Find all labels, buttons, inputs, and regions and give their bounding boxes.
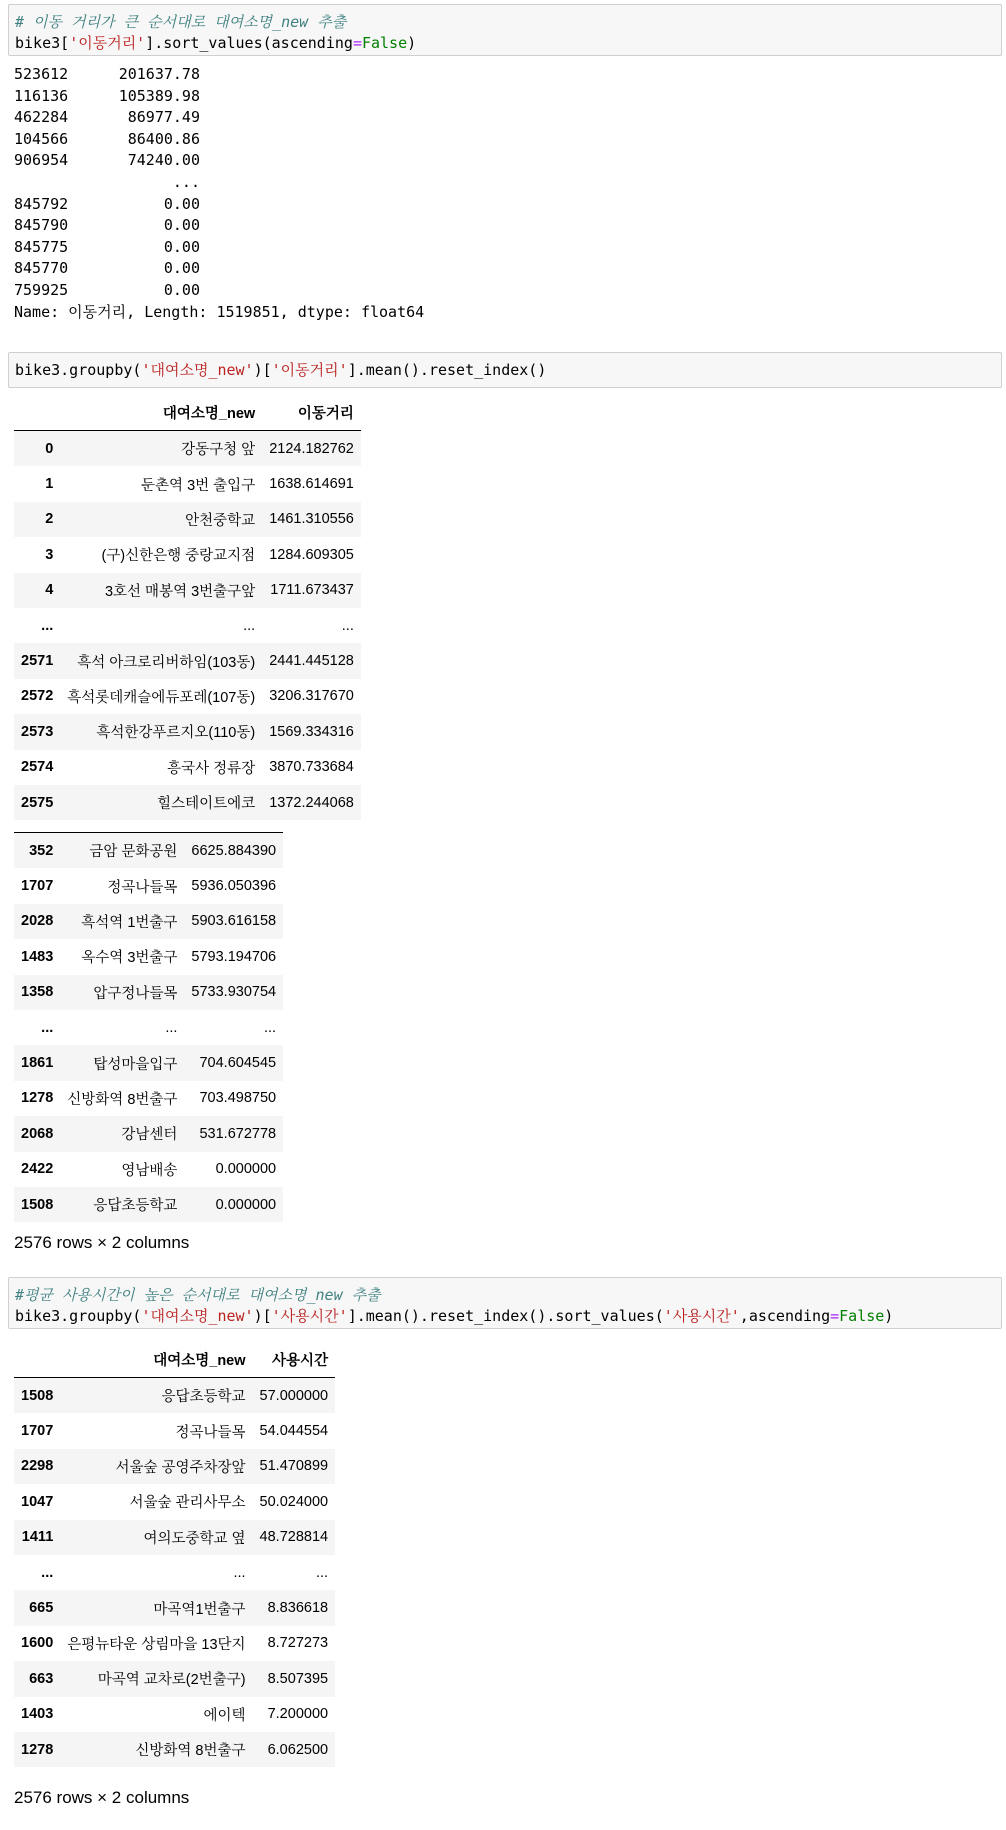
value-cell: 2441.445128 (269, 653, 354, 670)
table-row (14, 1152, 283, 1187)
row-index: 1508 (21, 1387, 54, 1404)
value-cell: 0.000000 (215, 1161, 277, 1178)
series-value: 105389.98 (118, 86, 200, 105)
row-index: 2068 (21, 1125, 54, 1142)
series-index: 845792 (14, 194, 69, 213)
row-index: 4 (45, 582, 54, 599)
series-value: 0.00 (163, 280, 200, 299)
station-name-cell: 흑석역 1번출구 (81, 914, 178, 931)
station-name-cell: 흥국사 정류장 (167, 760, 256, 777)
series-line (14, 194, 424, 216)
row-index: 1861 (21, 1055, 54, 1072)
code-comment: #평균 사용시간이 높은 순서대로 대여소명_new 추출 (15, 1286, 381, 1304)
station-name-cell: 신방화역 8번출구 (135, 1743, 246, 1760)
station-name-cell: 서울숲 관리사무소 (129, 1495, 246, 1512)
station-name-cell: 마곡역1번출구 (153, 1601, 246, 1618)
series-footer: Name: 이동거리, Length: 1519851, dtype: float64 (14, 302, 425, 321)
row-index: 2573 (21, 723, 54, 740)
row-index: 3 (45, 546, 54, 563)
table-row (14, 1484, 335, 1519)
value-cell: 1638.614691 (269, 476, 354, 493)
table-row (14, 1626, 335, 1661)
table-row (14, 1378, 335, 1414)
column-header: 사용시간 (253, 1341, 336, 1378)
series-value: ... (172, 172, 200, 191)
value-cell: 50.024000 (259, 1493, 329, 1510)
row-index: 1403 (21, 1706, 54, 1723)
code-cell-groupby-distance[interactable] (8, 352, 1002, 388)
column-header: 이동거리 (262, 394, 361, 431)
table-row (14, 939, 283, 974)
series-index: 845775 (14, 237, 69, 256)
value-cell: 1372.244068 (269, 794, 354, 811)
series-line (14, 172, 424, 194)
row-index: 2574 (21, 759, 54, 776)
value-cell: 2124.182762 (269, 440, 354, 457)
value-cell: 0.000000 (215, 1196, 277, 1213)
series-value: 0.00 (163, 194, 200, 213)
index-header (14, 1341, 60, 1378)
series-index: 845770 (14, 259, 69, 278)
row-index: 665 (29, 1600, 54, 1617)
station-name-cell: 압구정나들목 (93, 985, 178, 1002)
table-row (14, 1590, 335, 1625)
series-value: 0.00 (163, 216, 200, 235)
series-line (14, 237, 424, 259)
station-name-cell: 둔촌역 3번 출입구 (141, 477, 256, 494)
value-cell: 6.062500 (267, 1741, 329, 1758)
table-header-row (14, 394, 361, 431)
series-index: 104566 (14, 129, 69, 148)
series-index: 759925 (14, 280, 69, 299)
code-line: bike3.groupby('대여소명_new')['사용시간'].mean().reset_index().sort_values('사용시간',ascending=False) (15, 1307, 894, 1325)
code-cell-sort-distance[interactable] (8, 4, 1002, 56)
row-index: 2571 (21, 653, 54, 670)
table-row (14, 502, 361, 537)
value-cell: 8.507395 (267, 1670, 329, 1687)
value-cell: 703.498750 (199, 1090, 277, 1107)
table-row (14, 1520, 335, 1555)
value-cell: 8.727273 (267, 1635, 329, 1652)
series-index: 462284 (14, 108, 69, 127)
table-header-row (14, 1341, 335, 1378)
row-index: 1358 (21, 984, 54, 1001)
value-cell: 1461.310556 (269, 511, 354, 528)
row-index: 2422 (21, 1161, 54, 1178)
row-index: 1707 (21, 878, 54, 895)
row-index: ... (41, 1019, 54, 1036)
value-cell: 5936.050396 (191, 878, 277, 895)
station-name-cell: ... (165, 1019, 178, 1036)
table-row (14, 1449, 335, 1484)
row-index: 1483 (21, 948, 54, 965)
station-name-cell: 힐스테이트에코 (157, 796, 256, 813)
table-row (14, 833, 283, 869)
series-value: 86400.86 (127, 129, 200, 148)
column-header: 대여소명_new (60, 394, 262, 431)
row-index: 1508 (21, 1196, 54, 1213)
station-name-cell: 강동구청 앞 (181, 442, 256, 459)
table-row (14, 1045, 283, 1080)
row-index: 1600 (21, 1635, 54, 1652)
table-row (14, 714, 361, 749)
table-row (14, 573, 361, 608)
value-cell: 1711.673437 (270, 582, 354, 599)
value-cell: ... (264, 1019, 277, 1036)
station-name-cell: 강남센터 (121, 1127, 178, 1144)
table-row (14, 1732, 335, 1767)
series-line (14, 258, 424, 280)
value-cell: 5793.194706 (191, 948, 277, 965)
series-value: 86977.49 (127, 108, 200, 127)
row-index: 352 (29, 842, 54, 859)
row-index: 1278 (21, 1741, 54, 1758)
station-name-cell: 서울숲 공영주차장앞 (115, 1459, 246, 1476)
series-index: 523612 (14, 65, 69, 83)
row-index: 663 (29, 1670, 54, 1687)
series-index: 845790 (14, 216, 69, 235)
value-cell: ... (341, 617, 354, 634)
table-row (14, 1413, 335, 1448)
table-row (14, 785, 361, 820)
table-row (14, 466, 361, 501)
station-name-cell: (구)신한은행 중랑교지점 (101, 548, 256, 565)
table-row (14, 750, 361, 785)
station-name-cell: 흑석 아크로리버하임(103동) (77, 654, 256, 671)
series-line (14, 150, 424, 172)
dataframe-sorted-distance (14, 832, 283, 1222)
value-cell: 704.604545 (199, 1055, 277, 1072)
station-name-cell: 탑성마을입구 (93, 1056, 178, 1073)
value-cell: 54.044554 (259, 1423, 329, 1440)
index-header (14, 394, 60, 431)
station-name-cell: 마곡역 교차로(2번출구) (97, 1672, 246, 1689)
value-cell: 5903.616158 (191, 913, 277, 930)
series-line (14, 280, 424, 302)
series-output (14, 64, 424, 323)
station-name-cell: 응답초등학교 (161, 1389, 246, 1406)
row-index: 1278 (21, 1090, 54, 1107)
table-row (14, 1116, 283, 1151)
value-cell: 3870.733684 (269, 759, 354, 776)
code-cell-sort-usage-time[interactable] (8, 1277, 1002, 1329)
series-index: 116136 (14, 86, 69, 105)
column-header: 대여소명_new (60, 1341, 252, 1378)
station-name-cell: 정곡나들목 (107, 879, 178, 896)
value-cell: 531.672778 (199, 1125, 277, 1142)
series-line (14, 86, 424, 108)
value-cell: 57.000000 (259, 1387, 329, 1404)
table-row (14, 1187, 283, 1222)
table-row (14, 975, 283, 1010)
series-line (14, 64, 424, 86)
row-index: 1 (45, 476, 54, 493)
value-cell: 1569.334316 (269, 723, 354, 740)
table-row (14, 643, 361, 678)
table-row (14, 1697, 335, 1732)
station-name-cell: ... (243, 617, 256, 634)
station-name-cell: 응답초등학교 (93, 1198, 178, 1215)
station-name-cell: 흑석롯데캐슬에듀포레(107동) (67, 689, 256, 706)
row-index: 2572 (21, 688, 54, 705)
station-name-cell: 은평뉴타운 상림마을 13단지 (67, 1636, 246, 1653)
dataframe-shape-label: 2576 rows × 2 columns (14, 1788, 190, 1807)
table-row (14, 868, 283, 903)
table-row (14, 537, 361, 572)
row-index: 1047 (21, 1493, 54, 1510)
dataframe-mean-distance (14, 394, 361, 820)
value-cell: 48.728814 (259, 1529, 329, 1546)
value-cell: 8.836618 (267, 1600, 329, 1617)
series-value: 0.00 (163, 237, 200, 256)
code-line: bike3['이동거리'].sort_values(ascending=False) (15, 34, 417, 52)
table-row (14, 1555, 335, 1590)
value-cell: 3206.317670 (269, 688, 354, 705)
code-line: bike3.groupby('대여소명_new')['이동거리'].mean().reset_index() (15, 361, 547, 379)
station-name-cell: 옥수역 3번출구 (81, 950, 178, 967)
series-value: 74240.00 (127, 151, 200, 170)
row-index: 2028 (21, 913, 54, 930)
table-row (14, 1081, 283, 1116)
row-index: ... (41, 617, 54, 634)
station-name-cell: ... (233, 1564, 246, 1581)
value-cell: 51.470899 (259, 1458, 329, 1475)
station-name-cell: 영남배송 (121, 1162, 178, 1179)
table-row (14, 904, 283, 939)
table-row (14, 608, 361, 643)
table-row (14, 1661, 335, 1696)
row-index: 2298 (21, 1458, 54, 1475)
series-value: 201637.78 (118, 65, 200, 83)
series-line (14, 107, 424, 129)
station-name-cell: 에이텍 (203, 1707, 246, 1724)
dataframe-usage-time (14, 1341, 335, 1767)
station-name-cell: 흑석한강푸르지오(110동) (96, 725, 256, 742)
station-name-cell: 3호선 매봉역 3번출구앞 (104, 583, 256, 600)
row-index: 0 (45, 440, 54, 457)
dataframe-shape-label: 2576 rows × 2 columns (14, 1233, 190, 1252)
row-index: ... (41, 1564, 54, 1581)
value-cell: 5733.930754 (191, 984, 277, 1001)
row-index: 1411 (21, 1529, 54, 1546)
value-cell: 7.200000 (267, 1706, 329, 1723)
station-name-cell: 신방화역 8번출구 (67, 1091, 178, 1108)
value-cell: 1284.609305 (269, 546, 354, 563)
table-row (14, 431, 361, 467)
station-name-cell: 정곡나들목 (175, 1424, 246, 1441)
row-index: 2 (45, 511, 54, 528)
series-index: 906954 (14, 151, 69, 170)
value-cell: 6625.884390 (191, 842, 277, 859)
row-index: 2575 (21, 794, 54, 811)
station-name-cell: 안천중학교 (185, 512, 256, 529)
table-row (14, 1010, 283, 1045)
series-line (14, 215, 424, 237)
station-name-cell: 금암 문화공원 (89, 844, 178, 861)
series-line (14, 129, 424, 151)
value-cell: ... (315, 1564, 329, 1581)
table-row (14, 679, 361, 714)
row-index: 1707 (21, 1423, 54, 1440)
station-name-cell: 여의도중학교 옆 (143, 1530, 246, 1547)
series-value: 0.00 (163, 259, 200, 278)
code-comment: # 이동 거리가 큰 순서대로 대여소명_new 추출 (15, 13, 347, 31)
